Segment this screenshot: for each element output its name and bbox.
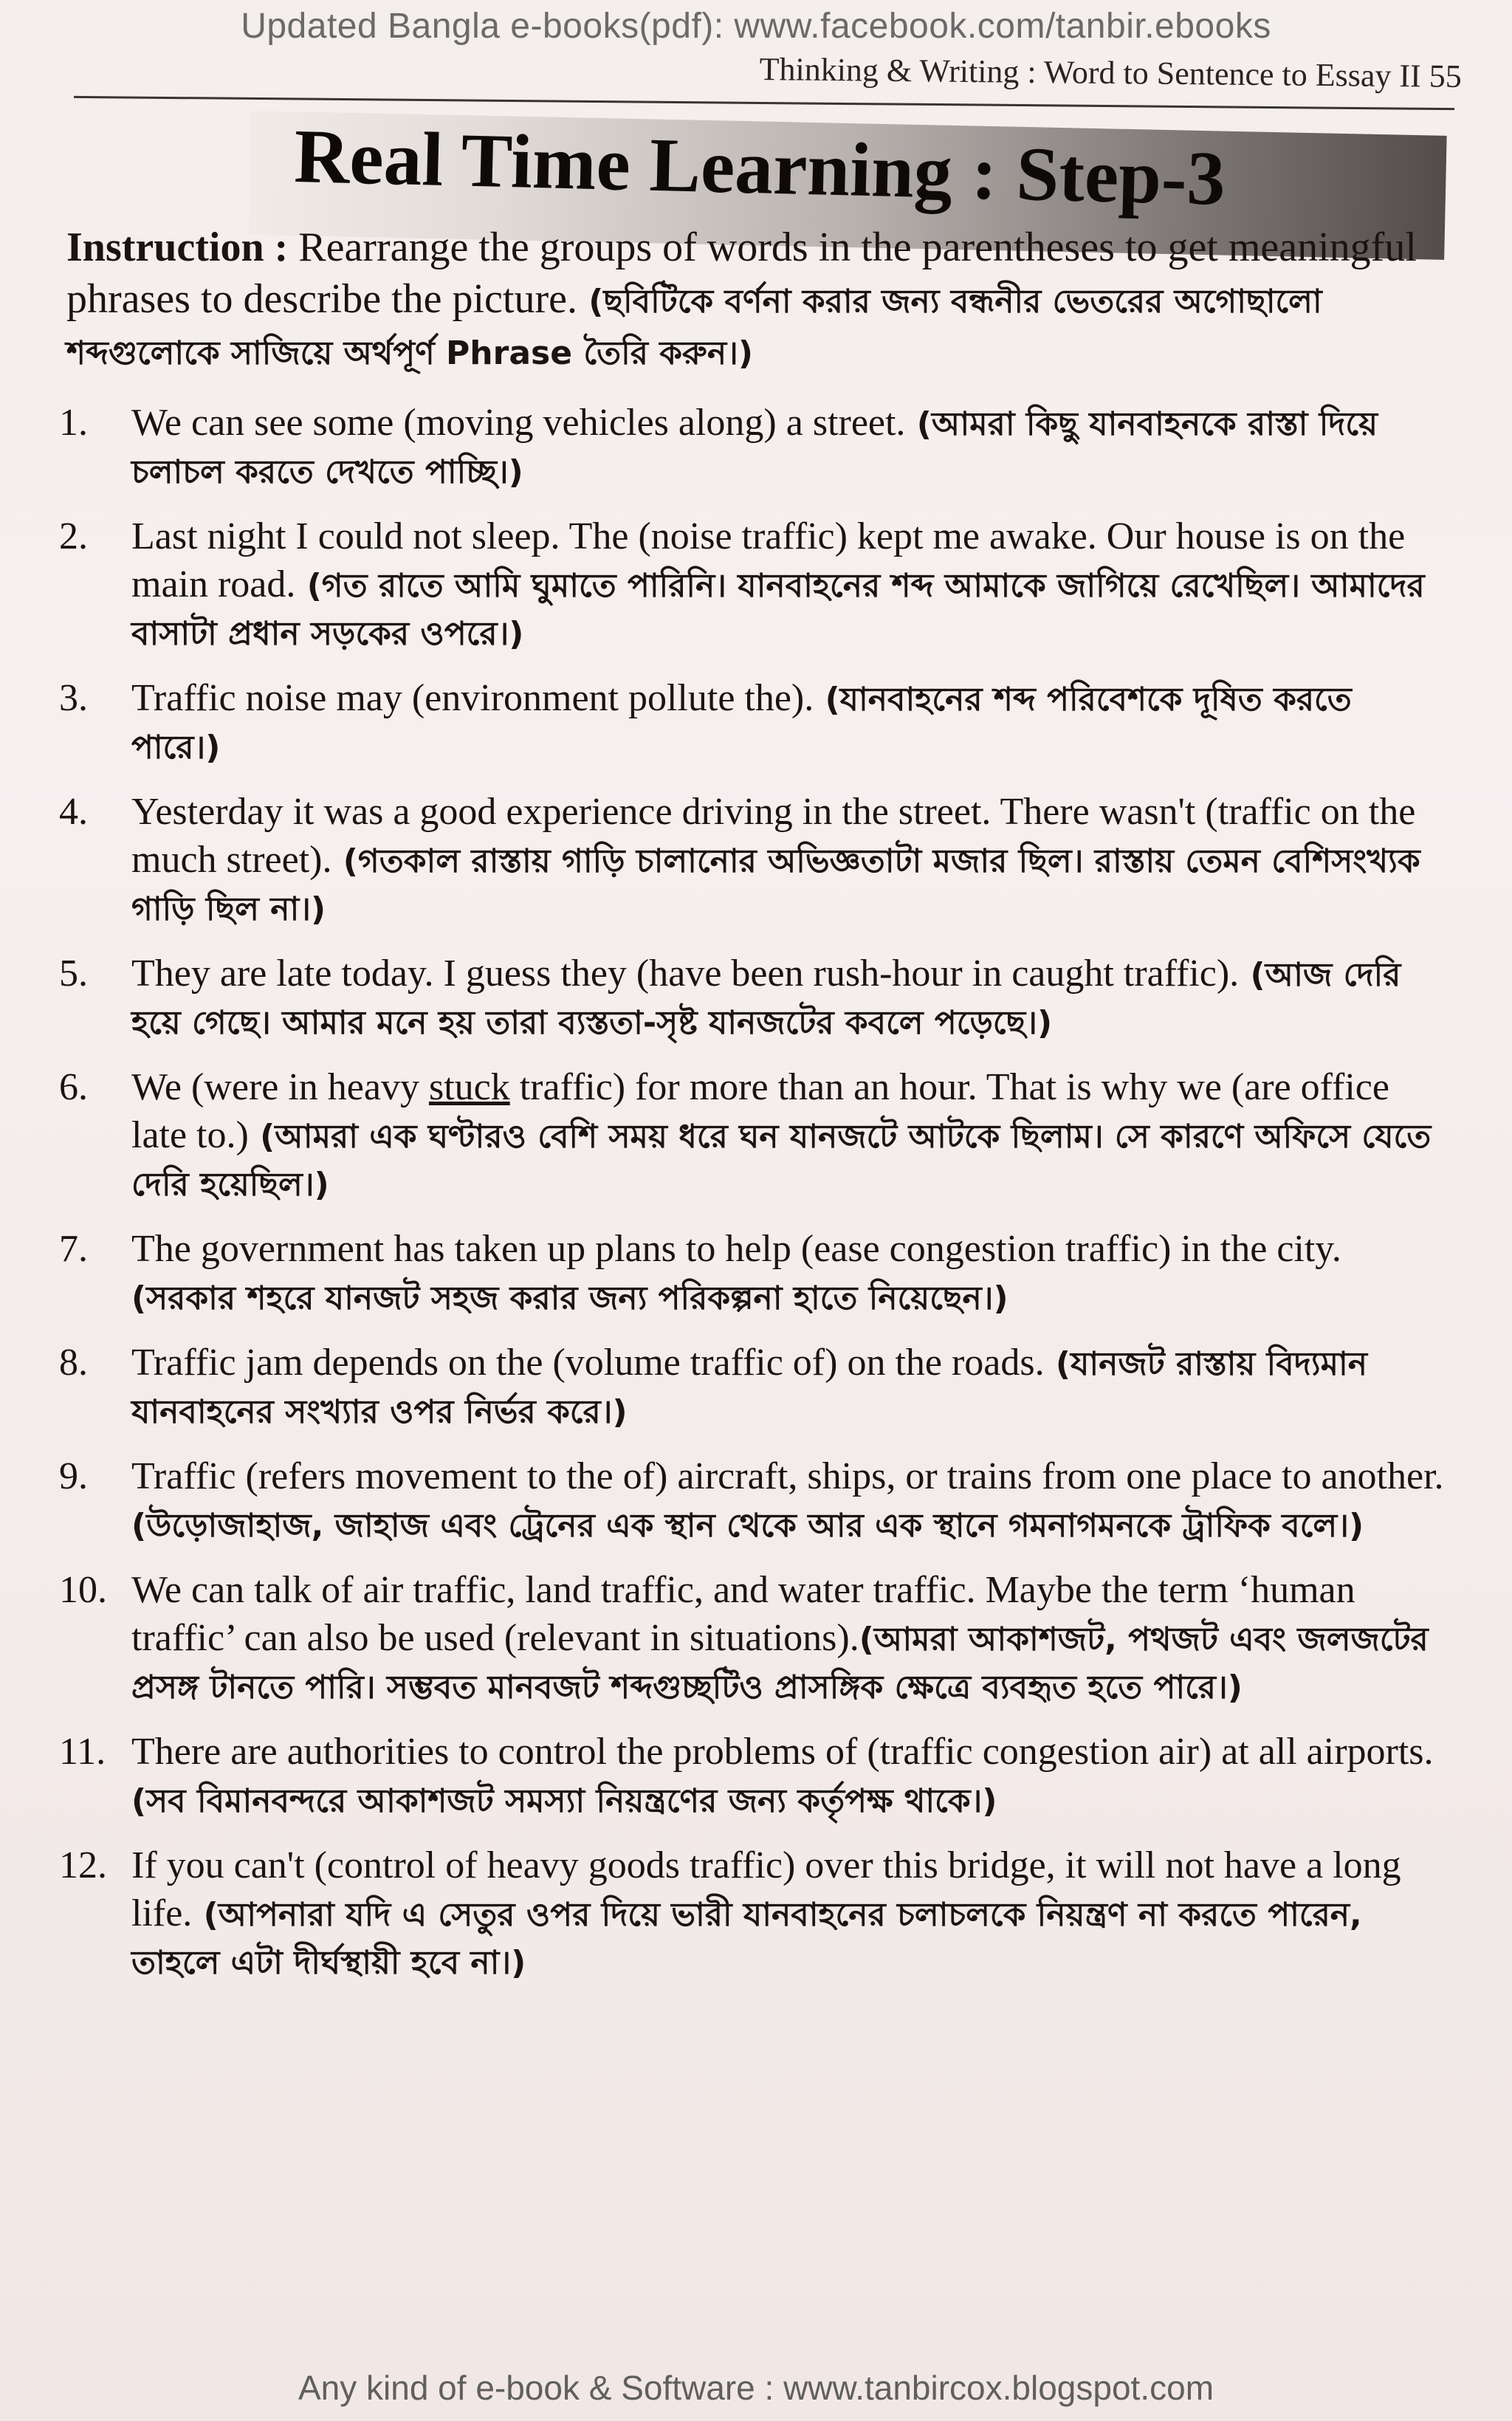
top-watermark: Updated Bangla e-books(pdf): www.facebook.com/tanbir.ebooks	[241, 7, 1271, 46]
item-bangla: (উড়োজাহাজ, জাহাজ এবং ট্রেনের এক স্থান থেকে আর এক স্থানে গমনাগমনকে ট্রাফিক বলে।)	[131, 1507, 1364, 1545]
item-bangla: (সরকার শহরে যানজট সহজ করার জন্য পরিকল্পনা হাতে নিয়েছেন।)	[131, 1280, 1008, 1317]
exercise-item-12	[59, 1841, 1447, 1985]
instruction-label: Instruction :	[66, 224, 289, 270]
item-english: Traffic (refers movement to the of) aircraft, ships, or trains from one place to another.	[131, 1455, 1444, 1497]
item-number: 7.	[59, 1228, 88, 1270]
exercise-item-3	[59, 674, 1447, 770]
instruction-bangla: (ছবিটিকে বর্ণনা করার জন্য বন্ধনীর ভেতরের অগোছালো শব্দগুলোকে সাজিয়ে অর্থপূর্ণ Phrase তৈরি করুন।)	[66, 283, 1322, 372]
item-english: There are authorities to control the problems of (traffic congestion air) at all airports.	[131, 1731, 1434, 1773]
item-number: 3.	[59, 677, 88, 719]
exercise-item-8	[59, 1339, 1447, 1435]
item-english: The government has taken up plans to help (ease congestion traffic) in the city.	[131, 1228, 1341, 1270]
item-number: 6.	[59, 1066, 88, 1108]
item-english: Last night I could not sleep. The (noise traffic) kept me awake. Our house is on the main road.	[131, 515, 1406, 605]
item-bangla: (আমরা আকাশজট, পথজট এবং জলজটের প্রসঙ্গ টানতে পারি। সম্ভবত মানবজট শব্দগুচ্ছটিও প্রাসঙ্গিক ক্ষেত্রে ব্যবহৃত হতে পারে।)	[131, 1621, 1429, 1706]
item-number: 8.	[59, 1342, 88, 1384]
item-bangla: (গত রাতে আমি ঘুমাতে পারিনি। যানবাহনের শব্দ আমাকে জাগিয়ে রেখেছিল। আমাদের বাসাটা প্রধান সড়কের ওপরে।)	[131, 567, 1425, 653]
item-english: We can see some (moving vehicles along) a street.	[131, 402, 906, 444]
item-number: 9.	[59, 1455, 88, 1497]
item-english: We can talk of air traffic, land traffic, and water traffic. Maybe the term ‘human traffic’ can also be used (relevant in situations).	[131, 1569, 1355, 1659]
underlined-word: stuck	[428, 1066, 510, 1108]
exercise-item-9	[59, 1452, 1447, 1548]
item-english: Traffic noise may (environment pollute the).	[131, 677, 814, 719]
page-title: Real Time Learning : Step-3	[293, 113, 1227, 222]
bottom-watermark: Any kind of e-book & Software : www.tanbircox.blogspot.com	[298, 2369, 1214, 2407]
item-number: 5.	[59, 952, 88, 995]
item-number: 4.	[59, 791, 88, 833]
item-number: 11.	[59, 1731, 106, 1773]
item-number: 10.	[59, 1569, 107, 1611]
exercise-item-4	[59, 788, 1447, 932]
item-bangla: (সব বিমানবন্দরে আকাশজট সমস্যা নিয়ন্ত্রণের জন্য কর্তৃপক্ষ থাকে।)	[131, 1782, 997, 1820]
item-bangla: (যানজট রাস্তায় বিদ্যমান যানবাহনের সংখ্যার ওপর নির্ভর করে।)	[131, 1345, 1368, 1431]
item-number: 12.	[59, 1844, 107, 1886]
exercise-item-1	[59, 399, 1447, 495]
item-english: Yesterday it was a good experience driving in the street. There wasn't (traffic on the much street).	[131, 791, 1416, 881]
running-head: Thinking & Writing : Word to Sentence to Essay II 55	[759, 51, 1462, 95]
item-bangla: (যানবাহনের শব্দ পরিবেশকে দূষিত করতে পারে।)	[131, 681, 1352, 766]
item-english: If you can't (control of heavy goods traffic) over this bridge, it will not have a long life.	[131, 1844, 1401, 1934]
exercise-item-5	[59, 949, 1447, 1045]
header-rule	[74, 96, 1454, 110]
item-number: 1.	[59, 402, 88, 444]
item-english: Traffic jam depends on the (volume traffic of) on the roads.	[131, 1342, 1045, 1384]
exercise-item-11	[59, 1728, 1447, 1824]
item-english-start: We (were in heavy	[131, 1066, 429, 1108]
exercise-content	[59, 222, 1447, 2003]
item-bangla: (আমরা কিছু যানবাহনকে রাস্তা দিয়ে চলাচল করতে দেখতে পাচ্ছি।)	[131, 405, 1378, 491]
item-bangla: (আপনারা যদি এ সেতুর ওপর দিয়ে ভারী যানবাহনের চলাচলকে নিয়ন্ত্রণ না করতে পারেন, তাহলে এটা দীর্ঘস্থায়ী হবে না।)	[131, 1896, 1362, 1982]
item-english-end: traffic) for more than an hour. That is why we (are office late to.)	[131, 1066, 1389, 1156]
exercise-item-6	[59, 1063, 1447, 1207]
item-bangla: (আজ দেরি হয়ে গেছে। আমার মনে হয় তারা ব্যস্ততা-সৃষ্ট যানজটের কবলে পড়েছে।)	[131, 956, 1401, 1042]
exercise-item-2	[59, 512, 1447, 656]
item-number: 2.	[59, 515, 88, 557]
item-bangla: (গতকাল রাস্তায় গাড়ি চালানোর অভিজ্ঞতাটা মজার ছিল। রাস্তায় তেমন বেশিসংখ্যক গাড়ি ছিল না।)	[131, 842, 1420, 928]
exercise-item-7	[59, 1225, 1447, 1321]
item-bangla: (আমরা এক ঘণ্টারও বেশি সময় ধরে ঘন যানজটে আটকে ছিলাম। সে কারণে অফিসে যেতে দেরি হয়েছিল।)	[131, 1118, 1432, 1203]
instruction-paragraph	[66, 222, 1447, 377]
item-english: They are late today. I guess they (have been rush-hour in caught traffic).	[131, 952, 1240, 995]
exercise-item-10	[59, 1566, 1447, 1710]
instruction-text: Rearrange the groups of words in the parentheses to get meaningful phrases to describe the picture.	[66, 224, 1417, 322]
